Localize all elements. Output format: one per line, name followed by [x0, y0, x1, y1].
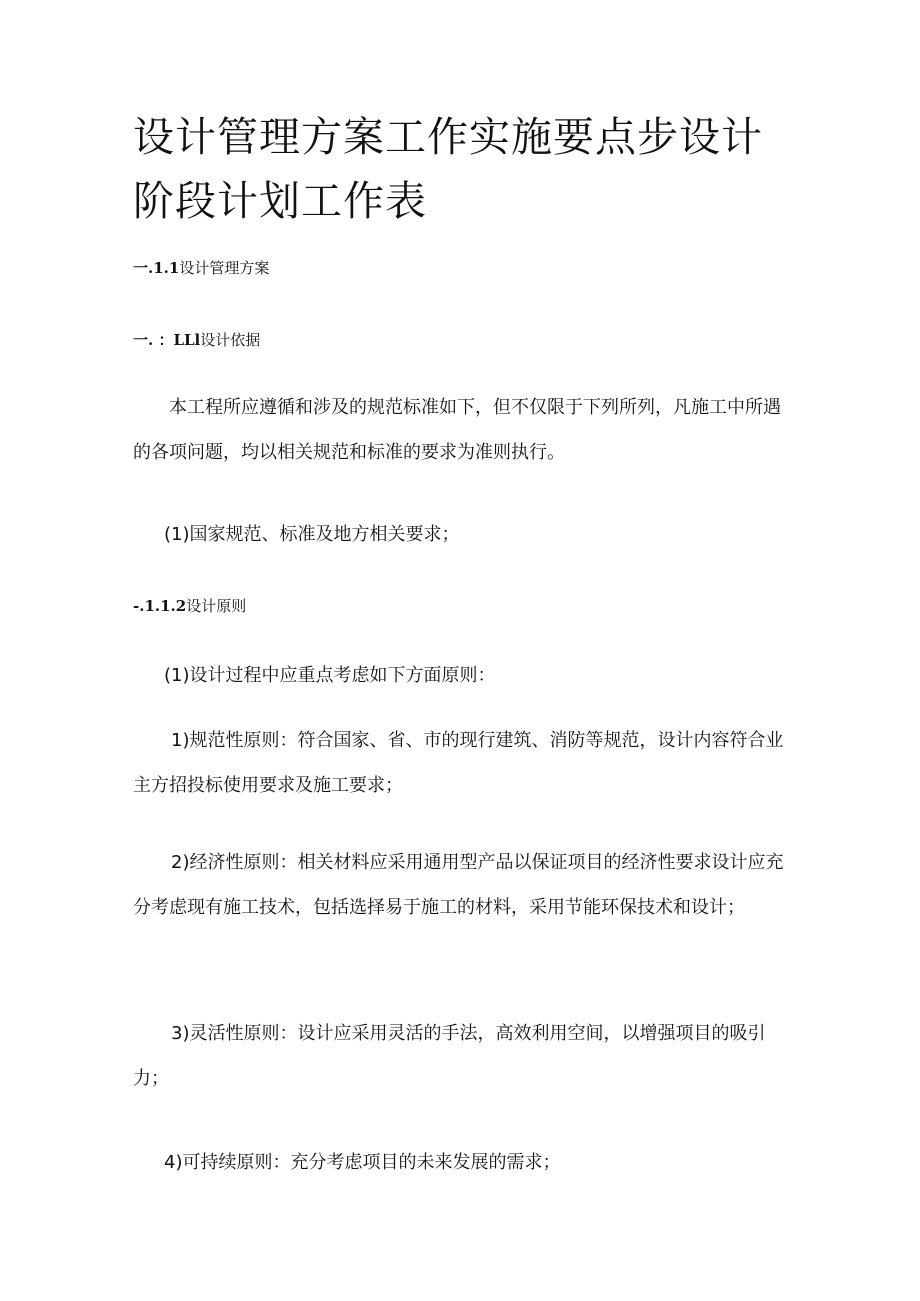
section-number: 一. ：LLl [133, 331, 201, 349]
basis-item-1: (1)国家规范、标准及地方相关要求； [164, 524, 460, 545]
section-title: 设计依据 [200, 331, 261, 349]
section-number: 一.1.1 [133, 259, 180, 277]
principle-item-4: 4)可持续原则：充分考虑项目的未来发展的需求； [164, 1152, 561, 1173]
principle-item-3: 3)灵活性原则：设计应采用灵活的手法，高效利用空间，以增强项目的吸引力； [133, 1023, 766, 1089]
principle-item-2: 2)经济性原则：相关材料应采用通用型产品以保证项目的经济性要求设计应充分考虑现有施工技术，包括选择易于施工的材料，采用节能环保技术和设计； [133, 852, 784, 918]
section-number: -.1.1.2 [133, 597, 187, 615]
document-title: 设计管理方案工作实施要点步设计阶段计划工作表 [133, 113, 763, 225]
section-title: 设计管理方案 [179, 259, 270, 277]
section-heading-design-management [133, 258, 269, 278]
section-heading-design-basis [133, 330, 260, 350]
principles-intro: (1)设计过程中应重点考虑如下方面原则： [164, 665, 496, 686]
principle-item-1: 1)规范性原则：符合国家、省、市的现行建筑、消防等规范，设计内容符合业主方招投标使用要求及施工要求； [133, 730, 784, 796]
section-heading-design-principles [133, 596, 246, 616]
section-title: 设计原则 [186, 597, 247, 615]
intro-paragraph: 本工程所应遵循和涉及的规范标准如下，但不仅限于下列所列，凡施工中所遇的各项问题，均以相关规范和标准的要求为准则执行。 [133, 397, 781, 463]
